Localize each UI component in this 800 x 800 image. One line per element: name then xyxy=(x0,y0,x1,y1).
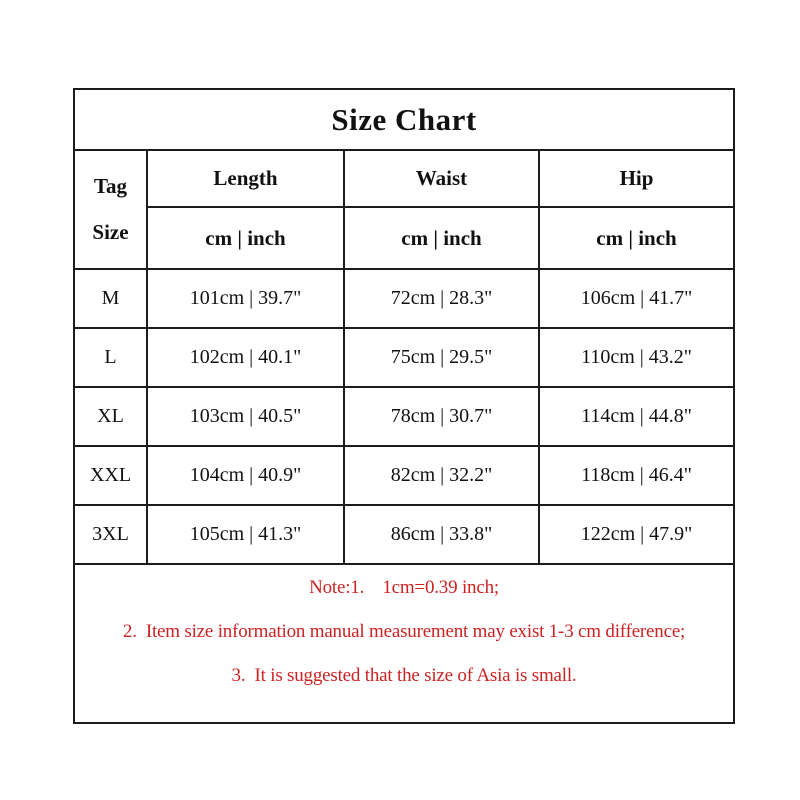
length-cell: 102cm | 40.1" xyxy=(147,328,344,387)
size-cell: L xyxy=(74,328,147,387)
table-row-m xyxy=(74,269,734,328)
size-cell: 3XL xyxy=(74,505,147,564)
waist-cell: 86cm | 33.8" xyxy=(344,505,539,564)
size-chart-table xyxy=(73,88,735,724)
column-header-length: Length xyxy=(147,150,344,207)
waist-cell: 72cm | 28.3" xyxy=(344,269,539,328)
hip-cell: 110cm | 43.2" xyxy=(539,328,734,387)
column-header-hip: Hip xyxy=(539,150,734,207)
hip-cell: 106cm | 41.7" xyxy=(539,269,734,328)
note-line-2: 2. Item size information manual measurement may exist 1-3 cm difference; xyxy=(122,620,686,642)
size-cell: XL xyxy=(74,387,147,446)
hip-cell: 122cm | 47.9" xyxy=(539,505,734,564)
table-row-3xl xyxy=(74,505,734,564)
table-row-xxl xyxy=(74,446,734,505)
waist-cell: 78cm | 30.7" xyxy=(344,387,539,446)
table-row-xl xyxy=(74,387,734,446)
tag-size-header xyxy=(74,150,147,269)
notes-section xyxy=(74,564,734,723)
length-cell: 105cm | 41.3" xyxy=(147,505,344,564)
waist-cell: 75cm | 29.5" xyxy=(344,328,539,387)
header-row xyxy=(74,150,734,207)
length-cell: 103cm | 40.5" xyxy=(147,387,344,446)
column-header-waist: Waist xyxy=(344,150,539,207)
unit-header-row xyxy=(74,207,734,269)
notes-row xyxy=(74,564,734,723)
length-cell: 101cm | 39.7" xyxy=(147,269,344,328)
tag-label: Tag xyxy=(93,173,128,198)
note-line-1: Note:1. 1cm=0.39 inch; xyxy=(309,576,499,598)
page-title: Size Chart xyxy=(74,89,734,150)
waist-cell: 82cm | 32.2" xyxy=(344,446,539,505)
note-line-3: 3. It is suggested that the size of Asia is small. xyxy=(231,664,577,686)
size-label: Size xyxy=(92,220,129,245)
size-cell: XXL xyxy=(74,446,147,505)
unit-header-hip: cm | inch xyxy=(539,207,734,269)
tag-size-stack xyxy=(75,152,146,267)
hip-cell: 118cm | 46.4" xyxy=(539,446,734,505)
title-row xyxy=(74,89,734,150)
unit-header-length: cm | inch xyxy=(147,207,344,269)
size-cell: M xyxy=(74,269,147,328)
length-cell: 104cm | 40.9" xyxy=(147,446,344,505)
hip-cell: 114cm | 44.8" xyxy=(539,387,734,446)
unit-header-waist: cm | inch xyxy=(344,207,539,269)
table-row-l xyxy=(74,328,734,387)
